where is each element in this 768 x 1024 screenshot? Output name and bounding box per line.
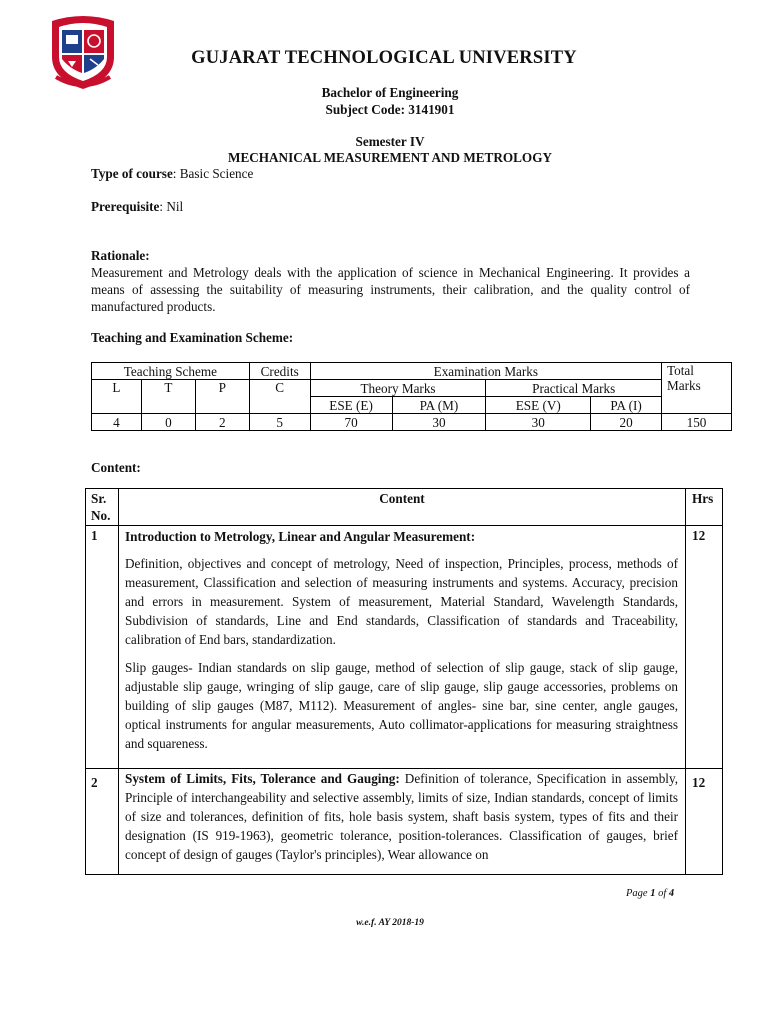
- ese-e-value: 70: [310, 414, 392, 431]
- total-marks-header: [662, 363, 732, 414]
- content-header: Content: [119, 489, 686, 526]
- prerequisite-label: Prerequisite: [91, 199, 160, 214]
- scheme-heading: Teaching and Examination Scheme:: [91, 330, 294, 345]
- table-row: [86, 526, 723, 769]
- row-2-text: Definition of tolerance, Specification in assembly, Principle of interchangeability and selective assembly, limits of size, Indian standards, concept of limits of size and tolerances, definition of fits, hole basis system, shaft basis system, types of fits and their designation (IS 919-1963), geometric tolerance, position-tolerances. Classification of gauges, brief concept of design of gauges (Taylor's principles), Wear allowance on: [125, 771, 678, 863]
- table-row: [86, 769, 723, 875]
- row-1-content: [119, 526, 686, 769]
- page-total: 4: [668, 888, 675, 899]
- ese-e-header: ESE (E): [310, 397, 392, 414]
- ese-v-header: ESE (V): [486, 397, 591, 414]
- table-row: [92, 414, 732, 431]
- l-header: L: [92, 380, 142, 414]
- c-value: 5: [249, 414, 310, 431]
- row-2-content: [119, 769, 686, 875]
- ese-v-value: 30: [486, 414, 591, 431]
- pa-m-header: PA (M): [392, 397, 486, 414]
- t-header: T: [141, 380, 195, 414]
- c-header: C: [249, 380, 310, 414]
- t-value: 0: [141, 414, 195, 431]
- row-1-title: Introduction to Metrology, Linear and Angular Measurement:: [125, 529, 476, 545]
- pa-i-header: PA (I): [591, 397, 662, 414]
- page-number: [626, 887, 674, 901]
- hrs-header: Hrs: [686, 489, 723, 526]
- total-label: Total: [667, 363, 694, 378]
- sr-label: Sr.: [91, 491, 107, 506]
- degree-title: Bachelor of Engineering: [321, 85, 459, 100]
- row-1-hrs: 12: [686, 526, 723, 769]
- rationale-text: Measurement and Metrology deals with the application of science in Mechanical Engineering. It provides a means of assessing the suitability of measuring instruments, their calibration, and the quality control of manufactured products.: [91, 265, 690, 315]
- row-2-hrs: 12: [686, 769, 723, 875]
- pa-i-value: 20: [591, 414, 662, 431]
- no-label: No.: [91, 508, 111, 524]
- effective-year: w.e.f. AY 2018-19: [356, 918, 424, 928]
- p-value: 2: [195, 414, 249, 431]
- l-value: 4: [92, 414, 142, 431]
- row-2-sr: 2: [86, 769, 119, 875]
- content-table: [85, 488, 723, 875]
- rationale-heading: Rationale:: [91, 248, 150, 263]
- marks-label: Marks: [667, 378, 701, 393]
- semester: Semester IV: [355, 134, 425, 149]
- content-heading: Content:: [91, 460, 141, 475]
- page-of: of: [655, 888, 669, 899]
- pa-m-value: 30: [392, 414, 486, 431]
- row-1-paragraph-1: Definition, objectives and concept of metrology, Need of inspection, Principles, process, methods of measurement, Classification and selection of measuring instruments and systems. Accuracy, precision and errors in measurement. System of measurement, Material Standard, Wavelength Standards, Subdivision of standards, Line and End standards, Classification of standards and Traceability, calibration of End bars, standardization.: [125, 556, 678, 648]
- page-current: 1: [650, 888, 656, 899]
- credits-header: Credits: [249, 363, 310, 380]
- teaching-scheme-header: Teaching Scheme: [92, 363, 250, 380]
- university-name: GUJARAT TECHNOLOGICAL UNIVERSITY: [191, 48, 577, 68]
- row-1-paragraph-2: Slip gauges- Indian standards on slip gauge, method of selection of slip gauge, stack of slip gauge, adjustable slip gauge, wringing of slip gauge, care of slip gauge, slip gauge accessories, problems on building of slip gauges (M87, M112). Measurement of angles- sine bar, sine center, angle gauges, optical instruments for angular measurements, Auto collimator-applications for measuring straightness and squareness.: [125, 660, 678, 752]
- practical-marks-header: Practical Marks: [486, 380, 662, 397]
- row-2-title: System of Limits, Fits, Tolerance and Gauging:: [125, 771, 400, 787]
- page-prefix: Page: [626, 888, 651, 899]
- prerequisite-value: : Nil: [159, 199, 184, 214]
- type-of-course-label: Type of course: [91, 166, 173, 181]
- theory-marks-header: Theory Marks: [310, 380, 486, 397]
- teaching-exam-scheme-table: [91, 362, 732, 431]
- total-value: 150: [662, 414, 732, 431]
- type-of-course-value: : Basic Science: [172, 166, 254, 181]
- subject-code: Subject Code: 3141901: [325, 102, 455, 117]
- sr-no-header: [86, 489, 119, 526]
- prerequisite: [91, 198, 183, 215]
- type-of-course: [91, 165, 253, 182]
- exam-marks-header: Examination Marks: [310, 363, 661, 380]
- p-header: P: [195, 380, 249, 414]
- row-1-sr: 1: [86, 526, 119, 769]
- subject-name: MECHANICAL MEASUREMENT AND METROLOGY: [228, 150, 552, 165]
